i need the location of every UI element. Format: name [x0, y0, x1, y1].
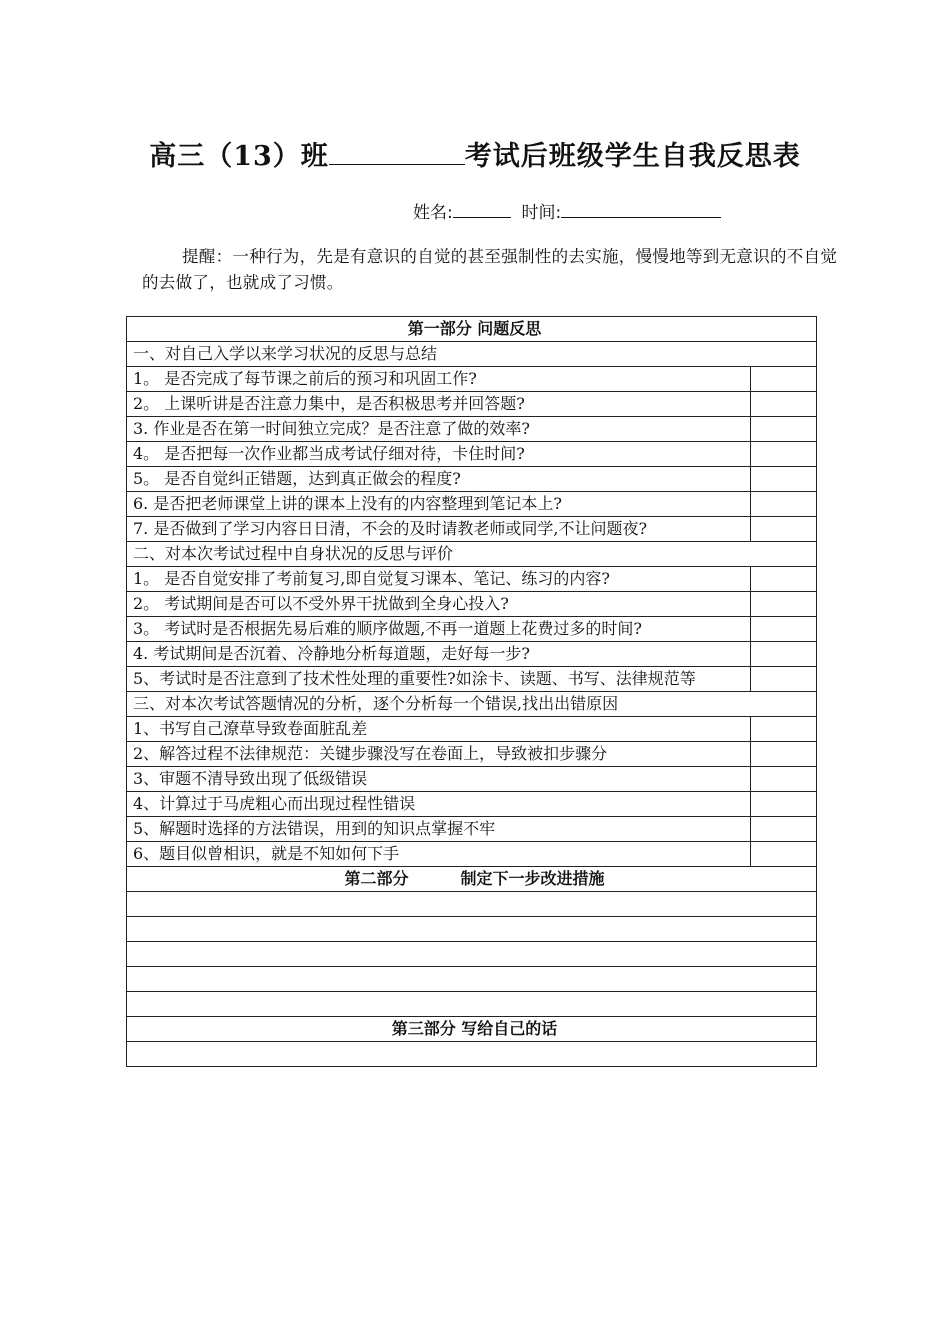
table-row	[127, 367, 817, 392]
table-row	[127, 617, 817, 642]
table-row	[127, 817, 817, 842]
improvement-line[interactable]	[127, 917, 817, 942]
section1-item-7: 7. 是否做到了学习内容日日清，不会的及时请教老师或同学,不让问题夜?	[127, 517, 751, 542]
table-row	[127, 517, 817, 542]
page-title	[0, 134, 950, 173]
section2-item-4: 4. 考试期间是否沉着、冷静地分析每道题，走好每一步?	[127, 642, 751, 667]
reflection-table	[126, 316, 817, 1067]
section3-item-5: 5、解题时选择的方法错误，用到的知识点掌握不牢	[127, 817, 751, 842]
answer-cell[interactable]	[751, 592, 817, 617]
answer-cell[interactable]	[751, 792, 817, 817]
table-row	[127, 492, 817, 517]
answer-cell[interactable]	[751, 567, 817, 592]
section2-item-1: 1。 是否自觉安排了考前复习,即自觉复习课本、笔记、练习的内容?	[127, 567, 751, 592]
section3-heading: 三、对本次考试答题情况的分析，逐个分析每一个错误,找出出错原因	[127, 692, 817, 717]
table-row	[127, 792, 817, 817]
improvement-line[interactable]	[127, 992, 817, 1017]
meta-line	[413, 198, 721, 223]
name-label: 姓名:	[413, 203, 453, 223]
answer-cell[interactable]	[751, 517, 817, 542]
part2-heading-a: 第二部分	[344, 869, 409, 888]
table-row	[127, 467, 817, 492]
section1-item-5: 5。 是否自觉纠正错题，达到真正做会的程度?	[127, 467, 751, 492]
part2-heading-b: 制定下一步改进措施	[460, 869, 605, 888]
section3-item-2: 2、解答过程不法律规范：关键步骤没写在卷面上，导致被扣步骤分	[127, 742, 751, 767]
title-prefix: 高三（13）班	[149, 141, 329, 172]
part2-heading	[127, 867, 817, 892]
section2-heading: 二、对本次考试过程中自身状况的反思与评价	[127, 542, 817, 567]
exam-name-blank[interactable]	[329, 142, 465, 165]
table-row	[127, 567, 817, 592]
answer-cell[interactable]	[751, 742, 817, 767]
section3-item-4: 4、计算过于马虎粗心而出现过程性错误	[127, 792, 751, 817]
table-row	[127, 442, 817, 467]
answer-cell[interactable]	[751, 717, 817, 742]
title-suffix: 考试后班级学生自我反思表	[464, 141, 801, 172]
improvement-line[interactable]	[127, 942, 817, 967]
section1-heading: 一、对自己入学以来学习状况的反思与总结	[127, 342, 817, 367]
section3-item-3: 3、审题不清导致出现了低级错误	[127, 767, 751, 792]
answer-cell[interactable]	[751, 767, 817, 792]
reminder-text: 提醒：一种行为，先是有意识的自觉的甚至强制性的去实施，慢慢地等到无意识的不自觉的去做了，也就成了习惯。	[142, 247, 838, 292]
table-row	[127, 417, 817, 442]
table-row	[127, 392, 817, 417]
answer-cell[interactable]	[751, 392, 817, 417]
table-row	[127, 667, 817, 692]
time-label: 时间:	[521, 203, 562, 223]
part3-heading: 第三部分 写给自己的话	[127, 1017, 817, 1042]
answer-cell[interactable]	[751, 417, 817, 442]
answer-cell[interactable]	[751, 817, 817, 842]
answer-cell[interactable]	[751, 467, 817, 492]
table-row	[127, 742, 817, 767]
section1-item-6: 6. 是否把老师课堂上讲的课本上没有的内容整理到笔记本上?	[127, 492, 751, 517]
time-field[interactable]	[561, 202, 721, 218]
section1-item-3: 3. 作业是否在第一时间独立完成？是否注意了做的效率?	[127, 417, 751, 442]
table-row	[127, 642, 817, 667]
answer-cell[interactable]	[751, 367, 817, 392]
answer-cell[interactable]	[751, 492, 817, 517]
table-row	[127, 842, 817, 867]
improvement-line[interactable]	[127, 892, 817, 917]
section3-item-6: 6、题目似曾相识，就是不知如何下手	[127, 842, 751, 867]
section1-item-4: 4。 是否把每一次作业都当成考试仔细对待，卡住时间?	[127, 442, 751, 467]
part1-heading: 第一部分 问题反思	[127, 317, 817, 342]
answer-cell[interactable]	[751, 842, 817, 867]
name-field[interactable]	[453, 202, 511, 218]
answer-cell[interactable]	[751, 642, 817, 667]
answer-cell[interactable]	[751, 667, 817, 692]
table-row	[127, 767, 817, 792]
answer-cell[interactable]	[751, 617, 817, 642]
section1-item-1: 1。 是否完成了每节课之前后的预习和巩固工作?	[127, 367, 751, 392]
section2-item-2: 2。 考试期间是否可以不受外界干扰做到全身心投入?	[127, 592, 751, 617]
section2-item-3: 3。 考试时是否根据先易后难的顺序做题,不再一道题上花费过多的时间?	[127, 617, 751, 642]
section1-item-2: 2。 上课听讲是否注意力集中，是否积极思考并回答题?	[127, 392, 751, 417]
section3-item-1: 1、书写自己潦草导致卷面脏乱差	[127, 717, 751, 742]
improvement-line[interactable]	[127, 967, 817, 992]
table-row	[127, 592, 817, 617]
section2-item-5: 5、考试时是否注意到了技术性处理的重要性?如涂卡、读题、书写、法律规范等	[127, 667, 751, 692]
note-to-self-line[interactable]	[127, 1042, 817, 1067]
answer-cell[interactable]	[751, 442, 817, 467]
table-row	[127, 717, 817, 742]
